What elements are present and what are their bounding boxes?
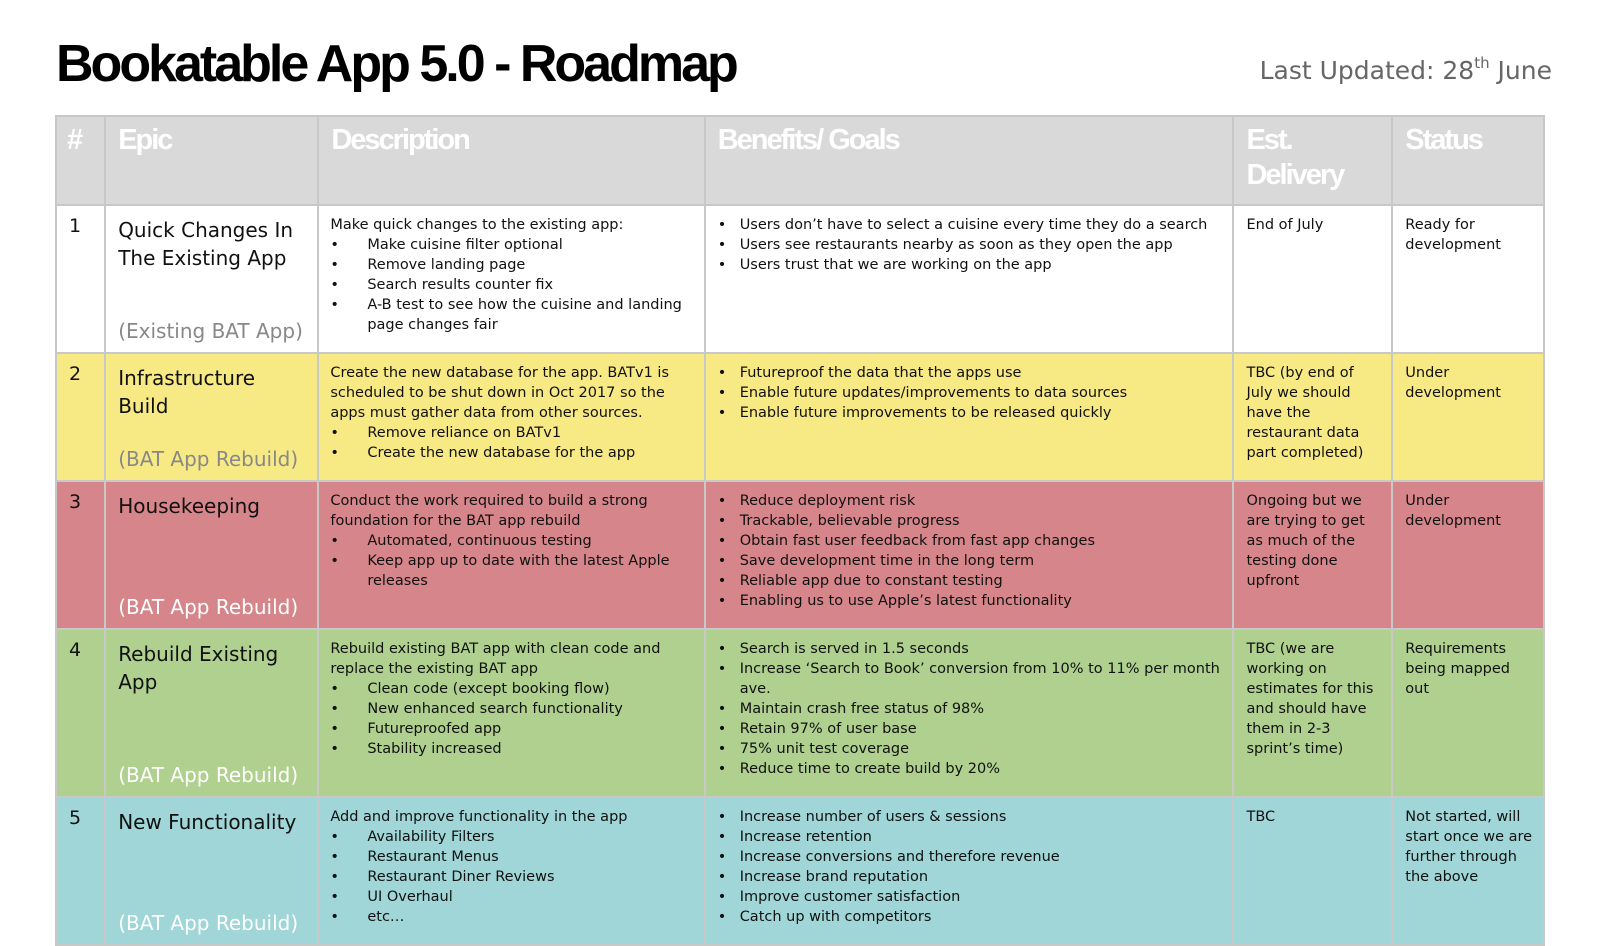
benefit-item: • Increase retention — [718, 827, 1223, 847]
epic-name: Quick Changes In The Existing App — [118, 218, 294, 270]
epic-subtitle: (BAT App Rebuild) — [118, 447, 299, 471]
description-item: • Availability Filters — [330, 827, 693, 847]
description-list — [330, 531, 693, 591]
roadmap-table — [55, 115, 1545, 946]
epic-cell — [105, 205, 318, 353]
benefit-item: • Increase ‘Search to Book’ conversion from 10% to 11% per month ave. — [718, 659, 1223, 699]
row-number: 1 — [56, 205, 105, 353]
benefits-list — [718, 215, 1223, 275]
benefit-item: • Increase number of users & sessions — [718, 807, 1223, 827]
epic-cell — [105, 353, 318, 481]
benefit-item: • Catch up with competitors — [718, 907, 1223, 927]
status-cell: Under development — [1392, 353, 1544, 481]
delivery-cell: Ongoing but we are trying to get as much of the testing done upfront — [1233, 481, 1392, 629]
benefit-item: • Enabling us to use Apple’s latest functionality — [718, 591, 1223, 611]
description-item: • Create the new database for the app — [330, 443, 693, 463]
last-updated-suffix: June — [1489, 56, 1552, 85]
description-item: • Futureproofed app — [330, 719, 693, 739]
description-item: • Search results counter fix — [330, 275, 693, 295]
epic-subtitle: (Existing BAT App) — [118, 319, 303, 343]
description-item: • Remove landing page — [330, 255, 693, 275]
description-cell — [318, 797, 704, 945]
col-header-status: Status — [1392, 116, 1544, 205]
description-item: • New enhanced search functionality — [330, 699, 693, 719]
benefit-item: • Enable future updates/improvements to data sources — [718, 383, 1223, 403]
col-header-epic: Epic — [105, 116, 318, 205]
description-intro: Add and improve functionality in the app — [330, 809, 628, 825]
description-item: • Clean code (except booking flow) — [330, 679, 693, 699]
benefits-list — [718, 807, 1223, 927]
epic-cell — [105, 797, 318, 945]
benefit-item: • Reliable app due to constant testing — [718, 571, 1223, 591]
epic-cell — [105, 481, 318, 629]
benefits-cell — [705, 353, 1234, 481]
row-number: 2 — [56, 353, 105, 481]
benefits-cell — [705, 481, 1234, 629]
col-header-delivery: Est. Delivery — [1233, 116, 1392, 205]
epic-name: Housekeeping — [118, 494, 260, 518]
header-row — [56, 116, 1544, 205]
epic-name: New Functionality — [118, 810, 297, 834]
benefits-list — [718, 639, 1223, 779]
description-cell — [318, 353, 704, 481]
benefit-item: • Users trust that we are working on the app — [718, 255, 1223, 275]
delivery-cell: TBC — [1233, 797, 1392, 945]
description-cell — [318, 629, 704, 797]
table-row — [56, 353, 1544, 481]
page-title: Bookatable App 5.0 - Roadmap — [56, 35, 736, 93]
description-cell — [318, 481, 704, 629]
benefits-list — [718, 363, 1223, 423]
epic-subtitle: (BAT App Rebuild) — [118, 595, 299, 619]
description-item: • Restaurant Diner Reviews — [330, 867, 693, 887]
description-item: • Restaurant Menus — [330, 847, 693, 867]
epic-cell — [105, 629, 318, 797]
epic-name: Rebuild Existing App — [118, 642, 279, 694]
row-number: 4 — [56, 629, 105, 797]
benefit-item: • Obtain fast user feedback from fast app changes — [718, 531, 1223, 551]
benefit-item: • Enable future improvements to be released quickly — [718, 403, 1223, 423]
last-updated-prefix: Last Updated: 28 — [1259, 56, 1475, 85]
benefit-item: • Reduce time to create build by 20% — [718, 759, 1223, 779]
description-list — [330, 679, 693, 759]
status-cell: Under development — [1392, 481, 1544, 629]
delivery-cell: End of July — [1233, 205, 1392, 353]
status-cell: Requirements being mapped out — [1392, 629, 1544, 797]
description-intro: Rebuild existing BAT app with clean code and replace the existing BAT app — [330, 641, 661, 677]
delivery-cell: TBC (by end of July we should have the restaurant data part completed) — [1233, 353, 1392, 481]
epic-name: Infrastructure Build — [118, 366, 256, 418]
benefit-item: • Users don’t have to select a cuisine every time they do a search — [718, 215, 1223, 235]
table-row — [56, 797, 1544, 945]
table-row — [56, 205, 1544, 353]
benefit-item: • Save development time in the long term — [718, 551, 1223, 571]
description-list — [330, 235, 693, 335]
epic-subtitle: (BAT App Rebuild) — [118, 763, 299, 787]
description-item: • A-B test to see how the cuisine and landing page changes fair — [330, 295, 693, 335]
benefits-list — [718, 491, 1223, 611]
description-list — [330, 423, 693, 463]
last-updated — [1260, 56, 1552, 85]
table-row — [56, 481, 1544, 629]
description-intro: Make quick changes to the existing app: — [330, 217, 624, 233]
col-header-benefits: Benefits/ Goals — [705, 116, 1234, 205]
description-intro: Conduct the work required to build a strong foundation for the BAT app rebuild — [330, 493, 648, 529]
benefit-item: • Increase conversions and therefore revenue — [718, 847, 1223, 867]
description-item: • Make cuisine filter optional — [330, 235, 693, 255]
benefit-item: • Trackable, believable progress — [718, 511, 1223, 531]
col-header-number: # — [56, 116, 105, 205]
benefits-cell — [705, 797, 1234, 945]
description-item: • Keep app up to date with the latest Apple releases — [330, 551, 693, 591]
status-cell: Not started, will start once we are further through the above — [1392, 797, 1544, 945]
table-row — [56, 629, 1544, 797]
benefits-cell — [705, 205, 1234, 353]
benefits-cell — [705, 629, 1234, 797]
benefit-item: • 75% unit test coverage — [718, 739, 1223, 759]
description-item: • Remove reliance on BATv1 — [330, 423, 693, 443]
epic-subtitle: (BAT App Rebuild) — [118, 911, 299, 935]
description-item: • etc… — [330, 907, 693, 927]
description-intro: Create the new database for the app. BATv1 is scheduled to be shut down in Oct 2017 so the apps must gather data from other sources. — [330, 365, 670, 421]
col-header-description: Description — [318, 116, 704, 205]
row-number: 5 — [56, 797, 105, 945]
delivery-cell: TBC (we are working on estimates for this and should have them in 2-3 sprint’s time) — [1233, 629, 1392, 797]
description-cell — [318, 205, 704, 353]
benefit-item: • Reduce deployment risk — [718, 491, 1223, 511]
benefit-item: • Increase brand reputation — [718, 867, 1223, 887]
benefit-item: • Retain 97% of user base — [718, 719, 1223, 739]
description-item: • Stability increased — [330, 739, 693, 759]
benefit-item: • Search is served in 1.5 seconds — [718, 639, 1223, 659]
description-item: • UI Overhaul — [330, 887, 693, 907]
description-list — [330, 827, 693, 927]
last-updated-ordinal: th — [1474, 54, 1490, 72]
benefit-item: • Maintain crash free status of 98% — [718, 699, 1223, 719]
description-item: • Automated, continuous testing — [330, 531, 693, 551]
benefit-item: • Users see restaurants nearby as soon as they open the app — [718, 235, 1223, 255]
row-number: 3 — [56, 481, 105, 629]
benefit-item: • Improve customer satisfaction — [718, 887, 1223, 907]
status-cell: Ready for development — [1392, 205, 1544, 353]
benefit-item: • Futureproof the data that the apps use — [718, 363, 1223, 383]
